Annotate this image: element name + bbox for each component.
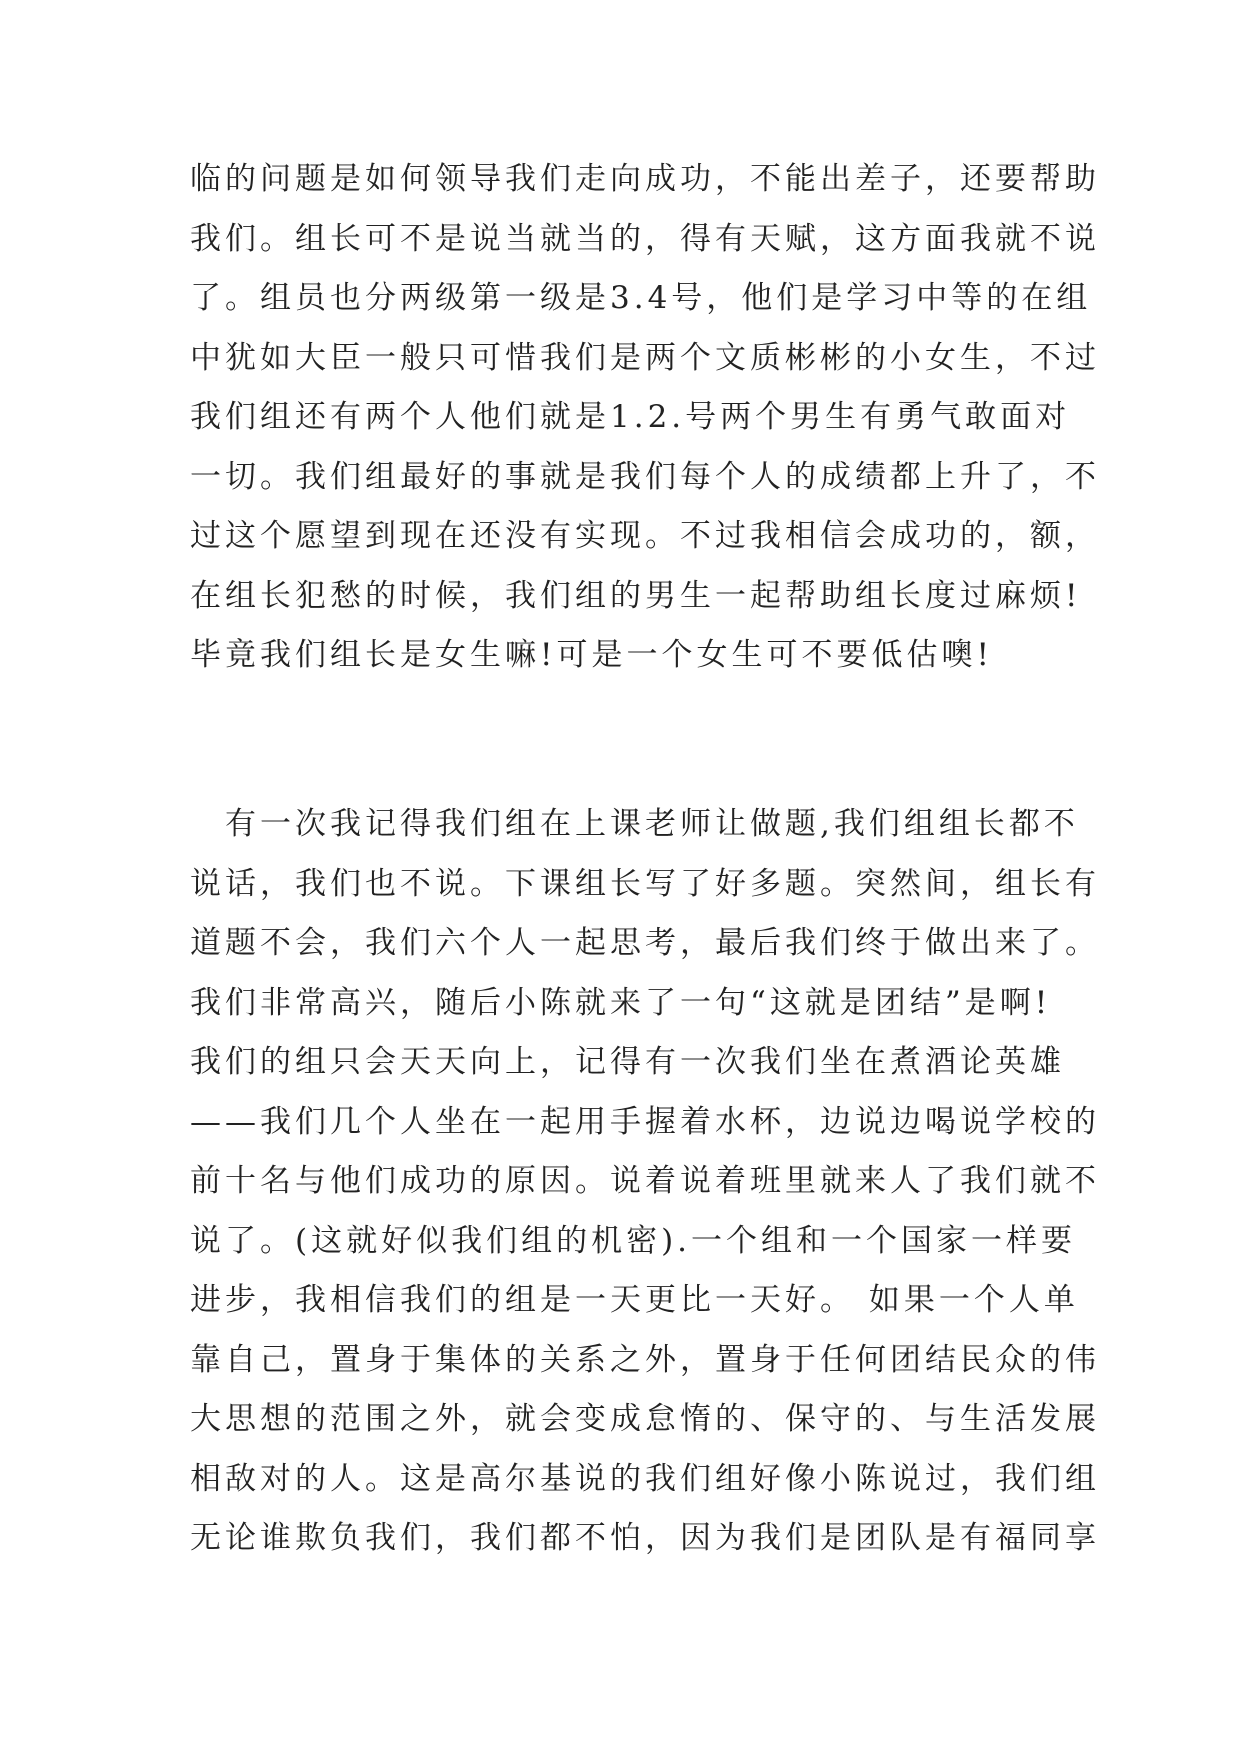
text-line: 过这个愿望到现在还没有实现。不过我相信会成功的，额， — [190, 518, 1100, 554]
text-line: 我们非常高兴，随后小陈就来了一句“这就是团结”是啊! — [190, 984, 1052, 1021]
text-line: 我们。组长可不是说当就当的，得有天赋，这方面我就不说 — [190, 220, 1100, 257]
text-line: 在组长犯愁的时候，我们组的男生一起帮助组长度过麻烦! — [190, 577, 1082, 614]
text-line: 有一次我记得我们组在上课老师让做题,我们组组长都不 — [190, 806, 1079, 842]
text-line: 中犹如大臣一般只可惜我们是两个文质彬彬的小女生，不过 — [190, 339, 1100, 376]
text-line: 我们组还有两个人他们就是1.2.号两个男生有勇气敢面对 — [190, 399, 1071, 435]
text-line: 道题不会，我们六个人一起思考，最后我们终于做出来了。 — [190, 925, 1100, 961]
text-line: 了。组员也分两级第一级是3.4号，他们是学习中等的在组 — [190, 280, 1092, 316]
text-line: 靠自己，置身于集体的关系之外，置身于任何团结民众的伟 — [190, 1341, 1100, 1378]
text-line: 临的问题是如何领导我们走向成功，不能出差子，还要帮助 — [190, 161, 1100, 197]
paragraph-2 — [190, 795, 1100, 1569]
text-line: 毕竟我们组长是女生嘛!可是一个女生可不要低估噢! — [190, 637, 993, 673]
text-line: 无论谁欺负我们，我们都不怕，因为我们是团队是有福同享 — [190, 1520, 1100, 1556]
text-line: 大思想的范围之外，就会变成怠惰的、保守的、与生活发展 — [190, 1401, 1100, 1437]
text-line: 进步，我相信我们的组是一天更比一天好。 如果一个人单 — [190, 1282, 1079, 1318]
text-line: 我们的组只会天天向上，记得有一次我们坐在煮酒论英雄 — [190, 1044, 1065, 1080]
text-line: 相敌对的人。这是高尔基说的我们组好像小陈说过，我们组 — [190, 1460, 1100, 1497]
text-line: 前十名与他们成功的原因。说着说着班里就来人了我们就不 — [190, 1163, 1100, 1199]
text-line: 说话，我们也不说。下课组长写了好多题。突然间，组长有 — [190, 865, 1100, 902]
text-line: 说了。(这就好似我们组的机密).一个组和一个国家一样要 — [190, 1222, 1077, 1259]
paragraph-1 — [190, 150, 1100, 686]
text-line: ——我们几个人坐在一起用手握着水杯，边说边喝说学校的 — [190, 1103, 1100, 1140]
text-line: 一切。我们组最好的事就是我们每个人的成绩都上升了，不 — [190, 458, 1100, 495]
